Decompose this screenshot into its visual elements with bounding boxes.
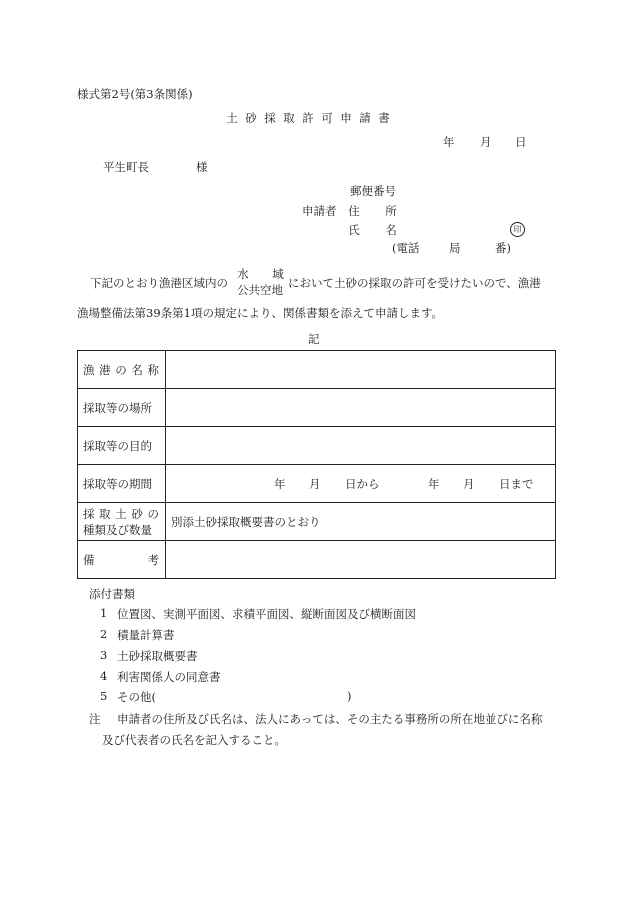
table-row <box>78 389 556 427</box>
body-part2: において土砂の採取の許可を受けたいので、漁港 <box>288 276 541 290</box>
address-label-char: 所 <box>385 204 397 218</box>
address-label-char: 住 <box>348 204 360 218</box>
note-line2: 及び代表者の氏名を記入すること。 <box>102 733 286 747</box>
collection-period-input[interactable]: 年 月 日から 年 月 日まで <box>166 465 556 503</box>
table-row <box>78 427 556 465</box>
date-day: 日 <box>515 135 527 149</box>
name-label-char: 氏 <box>348 223 360 237</box>
title-char: 許 <box>302 111 314 125</box>
attachments-heading: 添付書類 <box>89 587 135 601</box>
title-char: 請 <box>359 111 371 125</box>
table-row <box>78 351 556 389</box>
title-char: 申 <box>340 111 352 125</box>
phone-station: 局 <box>449 241 461 255</box>
title-char: 書 <box>378 111 390 125</box>
title-char: 採 <box>264 111 276 125</box>
seal-mark: 印 <box>510 222 525 237</box>
title-char: 土 <box>226 111 238 125</box>
note-label: 注 <box>89 712 101 726</box>
applicant-label: 申請者 <box>302 204 337 218</box>
choice-bottom: 公共空地 <box>237 283 283 297</box>
attachment-item-text: 位置図、実測平面図、求積平面図、縦断面図及び横断面図 <box>117 607 416 621</box>
name-label-char: 名 <box>385 223 397 237</box>
title-char: 可 <box>321 111 333 125</box>
table-row <box>78 541 556 579</box>
date-year: 年 <box>443 135 455 149</box>
attachment-item-text: 利害関係人の同意書 <box>117 670 221 684</box>
note-line1: 申請者の住所及び氏名は、法人にあっては、その主たる事務所の所在地並びに名称 <box>117 712 543 726</box>
addressee-name: 平生町長 <box>103 160 149 174</box>
soil-type-quantity-value[interactable]: 別添土砂採取概要書のとおり <box>166 503 556 541</box>
attachment-item-number: 5 <box>100 689 108 703</box>
label-collection-purpose: 採取等の目的 <box>78 427 166 465</box>
table-row <box>78 503 556 541</box>
attachment-item-close: ) <box>347 689 352 703</box>
attachment-item-number: 1 <box>100 606 108 620</box>
collection-place-input[interactable] <box>166 389 556 427</box>
label-port-name: 漁 港 の 名 称 <box>78 351 166 389</box>
date-month: 月 <box>480 135 492 149</box>
label-remarks: 備 考 <box>78 541 166 579</box>
attachment-item-text: その他( <box>117 690 156 704</box>
addressee-suffix: 様 <box>196 160 208 174</box>
attachment-item-number: 2 <box>100 627 108 641</box>
attachment-item-number: 4 <box>100 669 108 683</box>
title-char: 取 <box>283 111 295 125</box>
label-collection-period: 採取等の期間 <box>78 465 166 503</box>
remarks-input[interactable] <box>166 541 556 579</box>
label-collection-place: 採取等の場所 <box>78 389 166 427</box>
body-line2: 漁場整備法第39条第1項の規定により、関係書類を添えて申請します。 <box>77 306 444 320</box>
application-table <box>77 350 556 579</box>
phone-number: 番) <box>495 241 511 255</box>
attachment-item-text: 積量計算書 <box>117 628 175 642</box>
port-name-input[interactable] <box>166 351 556 389</box>
attachment-item-text: 土砂採取概要書 <box>117 649 198 663</box>
choice-top-char: 水 <box>237 267 249 281</box>
title-char: 砂 <box>245 111 257 125</box>
label-soil-type-quantity: 採 取 土 砂 の 種類及び数量 <box>78 503 166 541</box>
choice-top-char: 域 <box>272 267 284 281</box>
form-number: 様式第2号(第3条関係) <box>77 87 193 101</box>
postal-code-label: 郵便番号 <box>350 184 396 198</box>
body-part1: 下記のとおり漁港区域内の <box>90 276 228 290</box>
ki-heading: 記 <box>308 332 320 346</box>
phone-open: (電話 <box>392 241 420 255</box>
table-row <box>78 465 556 503</box>
attachment-item-number: 3 <box>100 648 108 662</box>
collection-purpose-input[interactable] <box>166 427 556 465</box>
